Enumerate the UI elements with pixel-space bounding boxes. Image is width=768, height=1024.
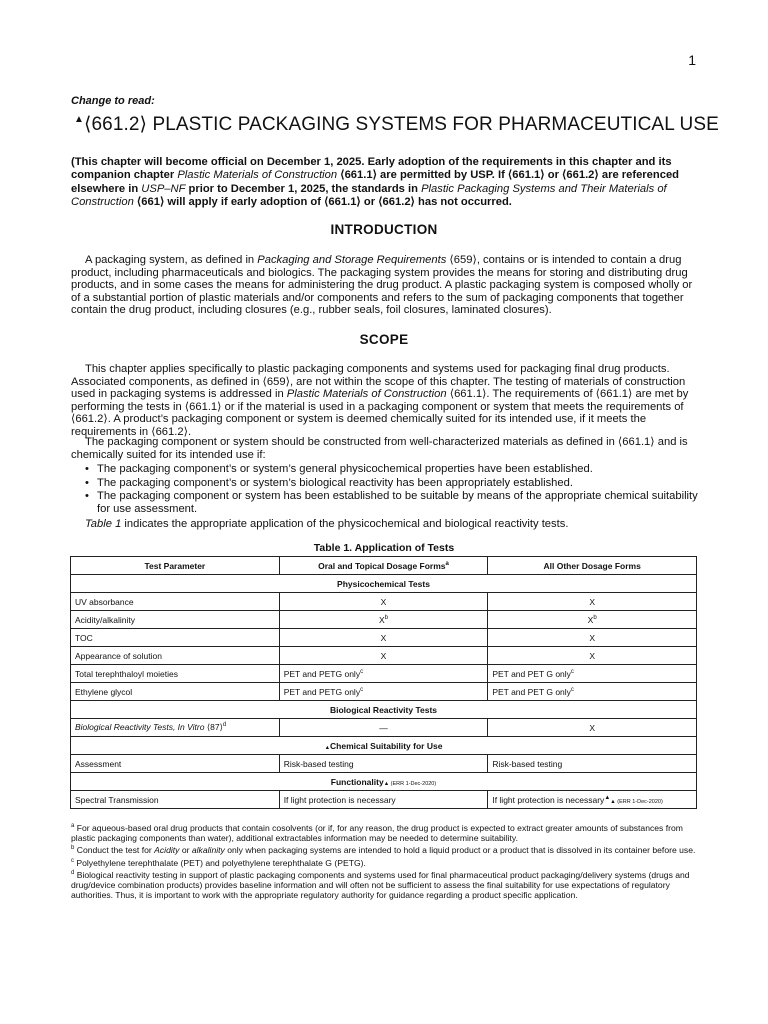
param-cell: Appearance of solution	[71, 647, 280, 665]
section-chemical-suitability	[71, 737, 697, 755]
note-text-4: ⟨661⟩ will apply if early adoption of ⟨661.1⟩ or ⟨661.2⟩ has not occurred.	[133, 196, 512, 209]
oral-cell	[279, 611, 488, 629]
section-functionality	[71, 773, 697, 791]
footnote-b	[71, 843, 701, 855]
note-ref-2: USP–NF	[141, 182, 186, 195]
section-physicochemical: Physicochemical Tests	[71, 575, 697, 593]
cell-value: X	[587, 614, 594, 625]
other-cell	[488, 665, 697, 683]
cell-value: If light protection is necessary	[492, 794, 605, 805]
other-cell	[488, 629, 697, 647]
table-row	[71, 719, 697, 737]
footnote-text: only when packaging systems are intended to hold a liquid product or a product that is dissolved in its container before use.	[224, 845, 696, 856]
footnote-mark: a	[71, 823, 75, 829]
footnote-text: Biological reactivity testing in support of plastic packaging components and systems used for final pharmaceutical product packaging/delivery systems (drugs and drug/device combination products) provides baseline information and will often not be sufficient to assess the final suitability for use expectations of regulatory authorities. Thus, it is important to work with the appropriate regulatory authority for guidance regarding a product specific application.	[71, 869, 690, 901]
introduction-paragraph	[71, 254, 701, 317]
cell-value: PET and PET G only	[492, 686, 571, 697]
table-row	[71, 593, 697, 611]
chapter-title	[74, 113, 719, 136]
intro-text-2: ⟨659⟩, contains or is intended to contain a drug product, including pharmaceuticals and biologics. The packaging system provides the means for storing and distributing drug products, and in some cases the means for administering the drug product. A plastic packaging system is composed wholly or of a substantial portion of plastic materials and/or components and refers to the sum of packaging components that together contain the drug product, including closures (e.g., rubber seals, foil closures, laminated closures).	[71, 254, 693, 317]
cell-value: X	[589, 596, 595, 607]
section-row	[71, 773, 697, 791]
oral-cell	[279, 593, 488, 611]
oral-cell: If light protection is necessary	[279, 791, 488, 809]
param-cell: Total terephthaloyl moieties	[71, 665, 280, 683]
note-ref-1: Plastic Materials of Construction	[177, 169, 338, 182]
footnote-c	[71, 856, 701, 868]
footnote-mark: c	[360, 686, 364, 693]
footnote-ref: Acidity	[154, 845, 180, 856]
section-func-text: Functionality	[330, 776, 384, 787]
footnote-text: Polyethylene terephthalate (PET) and polyethylene terephthalate G (PETG).	[74, 857, 366, 868]
scope-paragraph-1	[71, 363, 701, 439]
note-text-2: ⟨661.1⟩ are permitted by USP. If ⟨661.1⟩ or ⟨661.2⟩ are referenced elsewhere in	[71, 169, 679, 195]
cell-value: X	[380, 632, 387, 643]
footnote-mark: c	[570, 686, 574, 693]
note-ref-3: Plastic Packaging Systems and Their Materials of Construction	[71, 182, 667, 209]
other-cell	[488, 683, 697, 701]
footnote-a	[71, 821, 701, 843]
header-oral-topical	[279, 557, 488, 575]
change-to-read-label: Change to read:	[71, 95, 155, 107]
section-biological: Biological Reactivity Tests	[71, 701, 697, 719]
other-cell: X	[488, 719, 697, 737]
table-row	[71, 683, 697, 701]
chapter-title-text: ⟨661.2⟩ PLASTIC PACKAGING SYSTEMS FOR PHARMACEUTICAL USE	[84, 114, 719, 135]
param-cell: TOC	[71, 629, 280, 647]
oral-cell: Risk-based testing	[279, 755, 488, 773]
revision-triangle-icon: ▲	[324, 744, 331, 751]
section-row	[71, 701, 697, 719]
cell-value: X	[380, 596, 387, 607]
cell-value: X	[380, 650, 387, 661]
section-chem-text: Chemical Suitability for Use	[330, 740, 443, 751]
note-text-1: (This chapter will become official on December 1, 2025. Early adoption of the requirements in this chapter and its companion chapter	[71, 156, 672, 182]
header-all-other: All Other Dosage Forms	[488, 557, 697, 575]
oral-cell	[279, 647, 488, 665]
footnote-mark: d	[222, 722, 227, 728]
footnote-text: For aqueous-based oral drug products that contain cosolvents (or if, for any reason, the drug product is expected to extract greater amounts of substances from plastic packaging components than water), additional extractables information may be needed to determine suitability.	[71, 823, 683, 844]
section-row	[71, 575, 697, 593]
official-date-note	[71, 156, 701, 210]
scope-paragraph-2: The packaging component or system should be constructed from well-characterized materials as defined in ⟨661.1⟩ and is chemically suited for its intended use if:	[71, 436, 688, 461]
page-number: 1	[688, 52, 696, 68]
scope-text-1b: ⟨661.1⟩. The requirements of ⟨661.1⟩ are met by performing the tests in ⟨661.1⟩ or if the material is used in a packaging component or system that meets the requirements of ⟨661.2⟩. A product’s packaging component or system is deemed chemically suited for its intended use, if it meets the requirements in ⟨661.2⟩.	[71, 388, 689, 438]
table-row	[71, 791, 697, 809]
footnote-mark: d	[71, 869, 75, 876]
other-cell	[488, 593, 697, 611]
oral-cell: —	[279, 719, 488, 737]
cell-value: X	[589, 632, 595, 643]
application-of-tests-table	[70, 556, 697, 809]
scope-ref-1: Plastic Materials of Construction	[286, 388, 447, 401]
revision-triangle-icon: ▲	[74, 114, 84, 125]
table-caption: Table 1. Application of Tests	[313, 542, 455, 554]
table-row	[71, 611, 697, 629]
other-cell	[488, 791, 697, 809]
header-test-parameter: Test Parameter	[71, 557, 280, 575]
footnote-text: or	[179, 845, 192, 856]
suitability-bullet-list	[71, 463, 701, 516]
footnote-mark: a	[445, 560, 449, 567]
other-cell	[488, 611, 697, 629]
oral-cell	[279, 683, 488, 701]
cell-value: PET and PET G only	[492, 668, 571, 679]
bullet-item: • The packaging component’s or system’s biological reactivity has been appropriately established.	[71, 477, 701, 490]
scope-paragraph-3	[71, 518, 701, 531]
oral-cell	[279, 665, 488, 683]
intro-ref-1: Packaging and Storage Requirements	[257, 254, 447, 266]
param-cell: Assessment	[71, 755, 280, 773]
bio-test-chapter: ⟨87⟩	[204, 722, 223, 732]
cell-value: X	[379, 614, 385, 625]
footnote-ref: alkalinity	[191, 845, 225, 856]
introduction-heading: INTRODUCTION	[330, 222, 438, 237]
section-row	[71, 737, 697, 755]
table-row	[71, 647, 697, 665]
cell-value: PET and PETG only	[283, 668, 361, 679]
footnote-mark: c	[570, 668, 574, 675]
footnote-mark: c	[71, 857, 74, 864]
table-header-row	[71, 557, 697, 575]
bio-test-ref: Biological Reactivity Tests, In Vitro	[75, 722, 205, 732]
revision-triangle-icon: ▲	[604, 794, 611, 801]
note-text-3: prior to December 1, 2025, the standards in	[185, 182, 422, 195]
bullet-item: • The packaging component’s or system’s general physicochemical properties have been established.	[71, 463, 701, 476]
other-cell	[488, 647, 697, 665]
oral-cell	[279, 629, 488, 647]
param-cell: Acidity/alkalinity	[71, 611, 280, 629]
footnote-mark: c	[360, 668, 364, 675]
cell-value: X	[589, 650, 595, 661]
table-row	[71, 755, 697, 773]
table-row	[71, 665, 697, 683]
footnote-mark: b	[384, 614, 389, 621]
scope-text-1a: This chapter applies specifically to plastic packaging components and systems used for packaging final drug products. Associated components, as defined in ⟨659⟩, are not within the scope of this chapter. The testing of materials of construction used in packaging systems is addressed in	[71, 363, 686, 401]
bullet-item: • The packaging component or system has been established to be suitable by means of the appropriate chemical suitability for use assessment.	[71, 490, 701, 515]
param-cell	[71, 719, 280, 737]
footnote-mark: b	[593, 614, 597, 621]
header-oral-text: Oral and Topical Dosage Forms	[318, 560, 446, 571]
scope-text-3: indicates the appropriate application of the physicochemical and biological reactivity tests.	[121, 518, 569, 530]
param-cell: Ethylene glycol	[71, 683, 280, 701]
param-cell: UV absorbance	[71, 593, 280, 611]
cell-value: PET and PETG only	[283, 686, 361, 697]
table-row	[71, 629, 697, 647]
other-cell: Risk-based testing	[488, 755, 697, 773]
table-footnotes	[71, 821, 701, 900]
errata-note: ▲ (ERR 1-Dec-2020)	[610, 798, 663, 805]
footnote-mark: b	[71, 845, 75, 852]
footnote-d	[71, 868, 701, 901]
errata-note: ▲ (ERR 1-Dec-2020)	[383, 780, 437, 787]
intro-text-1: A packaging system, as defined in	[85, 254, 258, 266]
param-cell: Spectral Transmission	[71, 791, 280, 809]
table-ref: Table 1	[85, 518, 122, 530]
scope-heading: SCOPE	[359, 332, 409, 347]
footnote-text: Conduct the test for	[74, 845, 155, 856]
